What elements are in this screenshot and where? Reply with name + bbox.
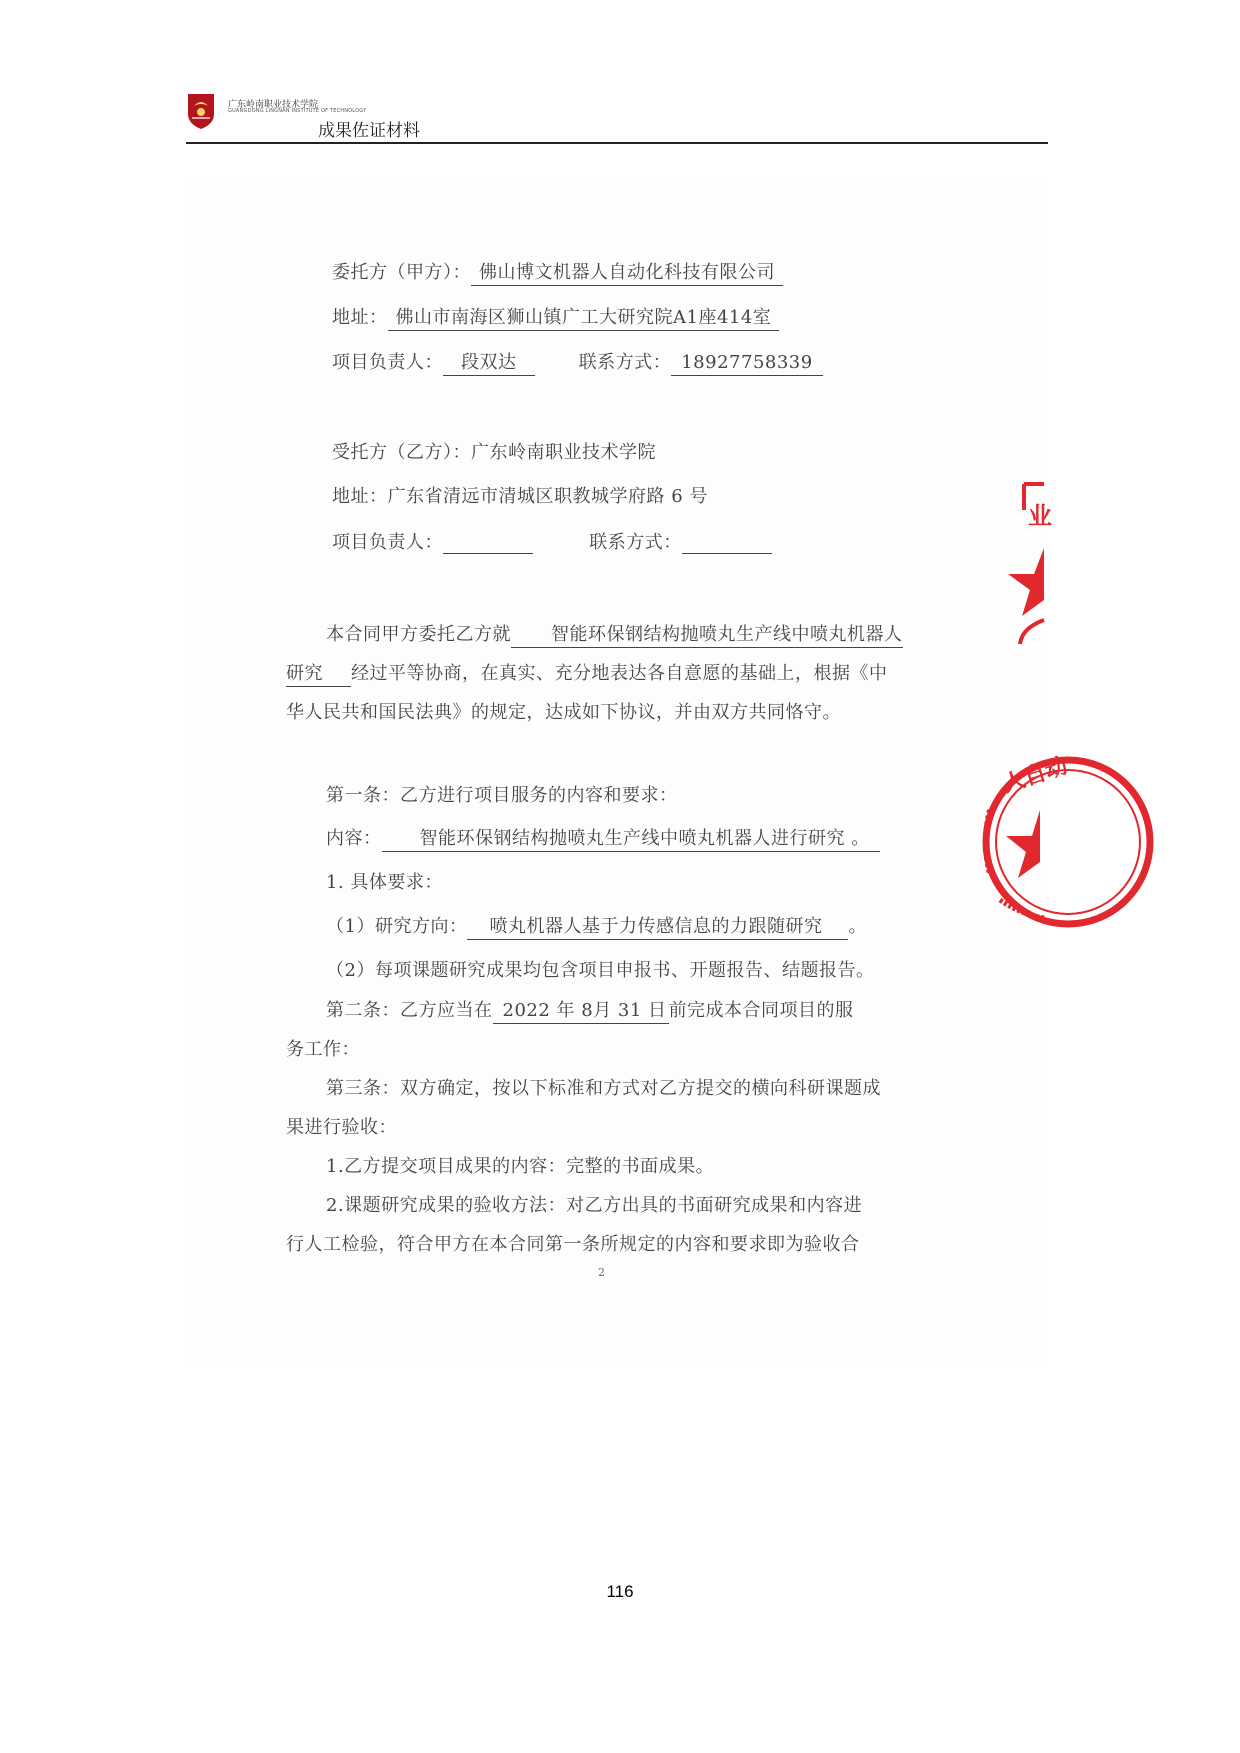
- article1-req1-label: （1）研究方向：: [326, 916, 468, 937]
- party-b-contact-blank: [682, 535, 772, 554]
- article2-suffix: 前完成本合同项目的服: [668, 1000, 854, 1021]
- svg-text:人自动: 人自动: [1000, 753, 1071, 798]
- school-name-cn: 广东岭南职业技术学院: [228, 100, 319, 110]
- scan-page-number: 2: [598, 1266, 605, 1279]
- intro-line-2: [286, 659, 888, 687]
- party-b-contact-label: 联系方式：: [589, 532, 682, 553]
- article1-title: 第一条：乙方进行项目服务的内容和要求：: [326, 785, 678, 806]
- party-b-address: 地址：广东省清远市清城区职教城学府路 6 号: [332, 486, 708, 507]
- party-b-label: 受托方（乙方）：广东岭南职业技术学院: [332, 442, 656, 463]
- intro-project: 智能环保钢结构抛喷丸生产线中喷丸机器人: [511, 624, 903, 648]
- article2-prefix: 第二条：乙方应当在: [326, 1000, 493, 1021]
- party-a-leader: 段双达: [443, 352, 535, 376]
- party-a-address: 佛山市南海区狮山镇广工大研究院A1座414室: [388, 307, 780, 331]
- party-a-address-line: [332, 303, 779, 331]
- party-b-leader-blank: [443, 535, 533, 554]
- party-a-name: 佛山博文机器人自动化科技有限公司: [471, 262, 783, 286]
- party-a-label: 委托方（甲方）：: [332, 262, 471, 283]
- scanned-contract-page: [186, 178, 1048, 1368]
- article2-line-1: [326, 996, 854, 1024]
- article1-content-line: [326, 824, 880, 852]
- intro-rest: 经过平等协商，在真实、充分地表达各自意愿的基础上，根据《中: [351, 663, 888, 684]
- article3-item-2-line-1: 2.课题研究成果的验收方法：对乙方出具的书面研究成果和内容进: [326, 1195, 863, 1216]
- intro-prefix: 本合同甲方委托乙方就: [326, 624, 511, 645]
- party-a-leader-label: 项目负责人：: [332, 352, 443, 373]
- intro-line-3: 华人民共和国民法典》的规定，达成如下协议，并由双方共同恪守。: [286, 702, 841, 723]
- article2-date: 2022 年 8月 31 日: [493, 1000, 669, 1024]
- intro-line-1: [326, 620, 903, 648]
- intro-project-end: 研究: [286, 663, 351, 687]
- seal-upper-icon: [1008, 478, 1052, 648]
- header-divider: [186, 142, 1048, 144]
- partial-seal-lower: [976, 750, 1071, 932]
- document-header: [186, 88, 1048, 144]
- party-b-leader-line: [332, 528, 772, 554]
- svg-text:业: 业: [1028, 502, 1052, 530]
- page-number: 116: [606, 1582, 634, 1601]
- article1-req2: （2）每项课题研究成果均包含项目申报书、开题报告、结题报告。: [326, 960, 875, 981]
- article1-content-label: 内容：: [326, 828, 382, 849]
- article3-line-1: 第三条：双方确定，按以下标准和方式对乙方提交的横向科研课题成: [326, 1078, 881, 1099]
- party-a-address-label: 地址：: [332, 307, 388, 328]
- party-a-leader-line: [332, 348, 823, 376]
- article1-req-title: 1. 具体要求：: [326, 872, 443, 893]
- article1-req1-value: 喷丸机器人基于力传感信息的力跟随研究: [467, 916, 848, 940]
- header-title: 成果佐证材料: [318, 121, 420, 141]
- article1-content: 智能环保钢结构抛喷丸生产线中喷丸机器人进行研究 。: [382, 828, 880, 852]
- school-logo-icon: [186, 92, 216, 130]
- article2-line-2: 务工作：: [286, 1039, 360, 1060]
- article3-item-2-line-2: 行人工检验，符合甲方在本合同第一条所规定的内容和要求即为验收合: [286, 1234, 860, 1255]
- partial-seal-upper: [1008, 478, 1052, 648]
- party-a-contact-label: 联系方式：: [578, 352, 672, 373]
- party-a-contact: 18927758339: [671, 352, 822, 376]
- school-name-en: GUANGDONG LINGNAN INSTITUTE OF TECHNOLOGY: [228, 108, 367, 114]
- party-b-leader-label: 项目负责人：: [332, 532, 443, 553]
- article3-line-2: 果进行验收：: [286, 1117, 397, 1138]
- article3-item-1: 1.乙方提交项目成果的内容：完整的书面成果。: [326, 1156, 715, 1177]
- party-a-line: [332, 258, 783, 286]
- article1-req1-line: [326, 912, 867, 940]
- article1-req1-end: 。: [848, 916, 867, 937]
- seal-lower-icon: [976, 750, 1071, 932]
